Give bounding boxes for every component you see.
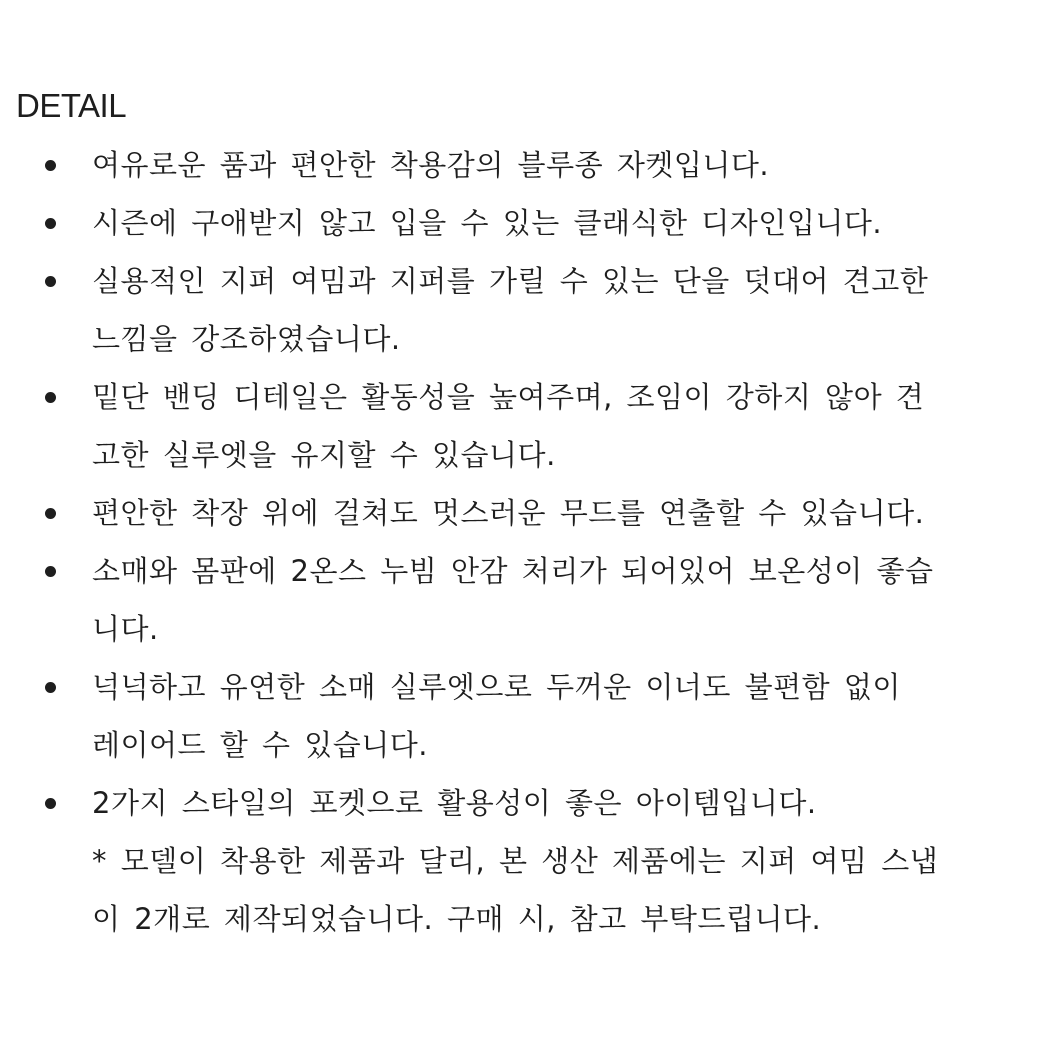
detail-item	[16, 774, 1032, 948]
detail-line: 고한 실루엣을 유지할 수 있습니다.	[92, 438, 556, 472]
bullet-icon	[45, 566, 56, 577]
detail-line: 니다.	[92, 612, 159, 646]
detail-item	[16, 136, 1032, 194]
detail-list	[16, 136, 1032, 948]
bullet-icon	[45, 682, 56, 693]
detail-line: 시즌에 구애받지 않고 입을 수 있는 클래식한 디자인입니다.	[92, 206, 883, 240]
detail-line: 레이어드 할 수 있습니다.	[92, 728, 429, 762]
detail-line: 소매와 몸판에 2온스 누빔 안감 처리가 되어있어 보온성이 좋습	[92, 554, 934, 588]
detail-item	[16, 194, 1032, 252]
detail-line: 여유로운 품과 편안한 착용감의 블루종 자켓입니다.	[92, 148, 770, 182]
detail-heading: DETAIL	[16, 87, 127, 124]
detail-item	[16, 368, 1032, 484]
detail-line: 2가지 스타일의 포켓으로 활용성이 좋은 아이템입니다.	[92, 786, 817, 820]
detail-line: 실용적인 지퍼 여밈과 지퍼를 가릴 수 있는 단을 덧대어 견고한	[92, 264, 929, 298]
bullet-icon	[45, 276, 56, 287]
bullet-icon	[45, 798, 56, 809]
model-note-line: * 모델이 착용한 제품과 달리, 본 생산 제품에는 지퍼 여밈 스냅	[92, 844, 939, 878]
detail-line: 편안한 착장 위에 걸쳐도 멋스러운 무드를 연출할 수 있습니다.	[92, 496, 925, 530]
detail-item	[16, 252, 1032, 368]
detail-item	[16, 658, 1032, 774]
detail-item	[16, 542, 1032, 658]
detail-line: 느낌을 강조하였습니다.	[92, 322, 401, 356]
bullet-icon	[45, 392, 56, 403]
bullet-icon	[45, 218, 56, 229]
detail-line: 넉넉하고 유연한 소매 실루엣으로 두꺼운 이너도 불편함 없이	[92, 670, 901, 704]
detail-item	[16, 484, 1032, 542]
bullet-icon	[45, 160, 56, 171]
model-note-line: 이 2개로 제작되었습니다. 구매 시, 참고 부탁드립니다.	[92, 902, 822, 936]
bullet-icon	[45, 508, 56, 519]
detail-line: 밑단 밴딩 디테일은 활동성을 높여주며, 조임이 강하지 않아 견	[92, 380, 925, 414]
